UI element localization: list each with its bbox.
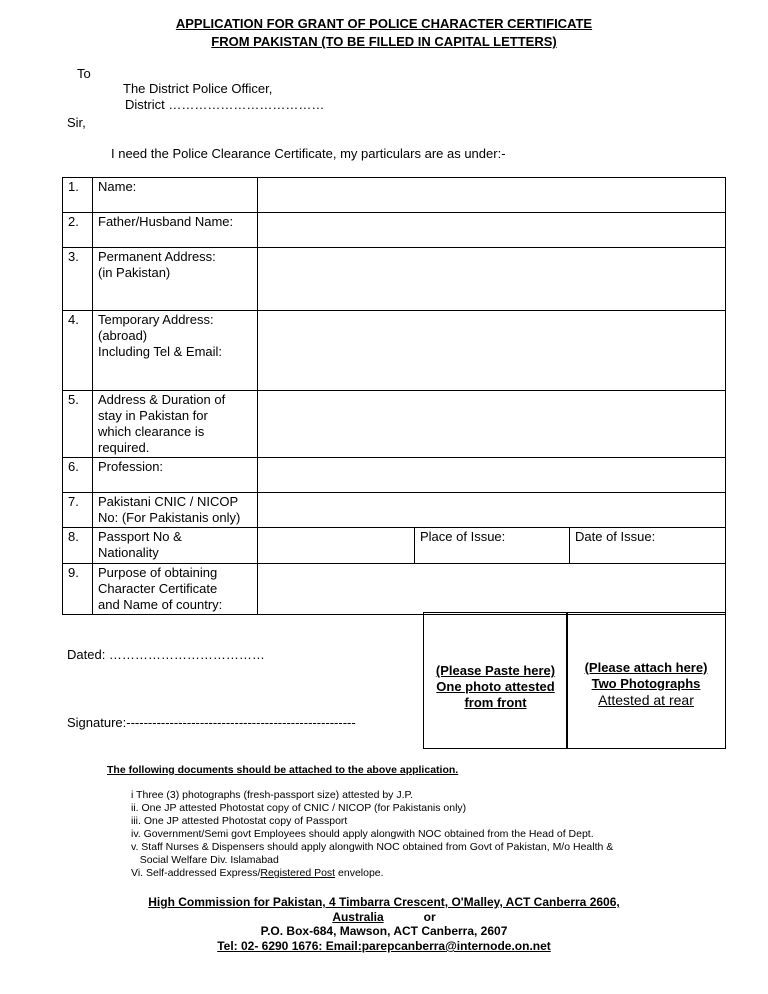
profession-field[interactable] — [258, 458, 726, 493]
photo-box-front-line1: (Please Paste here) — [435, 663, 556, 678]
row-number: 6. — [63, 458, 93, 493]
photo-box-front[interactable] — [423, 612, 568, 749]
officer-line: The District Police Officer, — [123, 81, 273, 96]
father-name-field[interactable] — [258, 213, 726, 248]
to-label: To — [77, 66, 91, 81]
temporary-address-field[interactable] — [258, 311, 726, 391]
date-of-issue-field[interactable]: Date of Issue: — [570, 528, 726, 564]
particulars-table — [62, 177, 726, 615]
row-label-purpose: Purpose of obtaining Character Certificate and Name of country: — [93, 564, 258, 615]
table-row — [63, 493, 726, 528]
form-title-line2: FROM PAKISTAN (TO BE FILLED IN CAPITAL LETTERS) — [211, 34, 557, 49]
photo-box-rear-line1: (Please attach here) — [584, 660, 708, 675]
form-title-line1: APPLICATION FOR GRANT OF POLICE CHARACTER CERTIFICATE — [175, 16, 593, 31]
stay-duration-field[interactable] — [258, 391, 726, 458]
intro-text: I need the Police Clearance Certificate, my particulars are as under:- — [111, 146, 506, 161]
row-label-passport: Passport No & Nationality — [93, 528, 258, 564]
footer-or: or — [423, 910, 436, 924]
table-row — [63, 311, 726, 391]
document-item-last-suffix: envelope. — [335, 867, 384, 879]
table-row — [63, 528, 726, 564]
document-item: ii. One JP attested Photostat copy of CNIC / NICOP (for Pakistanis only) — [131, 802, 467, 814]
footer-address-line2 — [0, 910, 768, 925]
row-number: 4. — [63, 311, 93, 391]
row-label-temporary-address: Temporary Address: (abroad) Including Tel & Email: — [93, 311, 258, 391]
registered-post-text: Registered Post — [260, 867, 336, 879]
document-item: iii. One JP attested Photostat copy of Passport — [131, 815, 348, 827]
table-row — [63, 458, 726, 493]
row-number: 7. — [63, 493, 93, 528]
photo-box-rear-line2: Two Photographs — [591, 676, 701, 691]
row-label-profession: Profession: — [93, 458, 258, 493]
document-item: Social Welfare Div. Islamabad — [131, 854, 279, 866]
footer-address-line1: High Commission for Pakistan, 4 Timbarra Crescent, O'Malley, ACT Canberra 2606, — [148, 895, 620, 909]
table-row — [63, 178, 726, 213]
district-line: District ……………………………… — [125, 97, 325, 112]
salutation: Sir, — [67, 115, 86, 130]
row-label-stay-duration: Address & Duration of stay in Pakistan for which clearance is required. — [93, 391, 258, 458]
document-item: i Three (3) photographs (fresh-passport size) attested by J.P. — [131, 789, 414, 801]
cnic-field[interactable] — [258, 493, 726, 528]
photo-box-rear-line3: Attested at rear — [598, 692, 694, 708]
footer-po-box: P.O. Box-684, Mawson, ACT Canberra, 2607 — [260, 924, 508, 938]
row-label-name: Name: — [93, 178, 258, 213]
photo-box-front-line3: from front — [464, 695, 527, 710]
document-item: v. Staff Nurses & Dispensers should apply alongwith NOC obtained from Govt of Pakistan, M/o Health & — [131, 841, 614, 853]
document-item: iv. Government/Semi govt Employees should apply alongwith NOC obtained from the Head of Dept. — [131, 828, 594, 840]
table-row — [63, 213, 726, 248]
photo-box-rear[interactable] — [566, 612, 726, 749]
row-number: 9. — [63, 564, 93, 615]
row-label-permanent-address: Permanent Address: (in Pakistan) — [93, 248, 258, 311]
signature-line: Signature:----------------------------------------------------- — [67, 715, 356, 730]
permanent-address-field[interactable] — [258, 248, 726, 311]
row-number: 1. — [63, 178, 93, 213]
document-item-last — [131, 867, 384, 879]
document-item-last-prefix: Vi. Self-addressed Express/ — [131, 867, 261, 879]
table-row — [63, 391, 726, 458]
documents-heading: The following documents should be attached to the above application. — [107, 764, 459, 776]
footer-country: Australia — [332, 910, 384, 924]
row-number: 2. — [63, 213, 93, 248]
row-number: 8. — [63, 528, 93, 564]
photo-box-front-line2: One photo attested — [436, 679, 555, 694]
table-row — [63, 248, 726, 311]
table-row — [63, 564, 726, 615]
passport-field[interactable] — [258, 528, 415, 564]
dated-line: Dated: ……………………………… — [67, 647, 265, 662]
purpose-field[interactable] — [258, 564, 726, 615]
place-of-issue-field[interactable]: Place of Issue: — [415, 528, 570, 564]
footer-contact: Tel: 02- 6290 1676: Email:parepcanberra@internode.on.net — [217, 939, 551, 953]
row-number: 5. — [63, 391, 93, 458]
row-label-father-name: Father/Husband Name: — [93, 213, 258, 248]
row-label-cnic: Pakistani CNIC / NICOP No: (For Pakistanis only) — [93, 493, 258, 528]
row-number: 3. — [63, 248, 93, 311]
name-field[interactable] — [258, 178, 726, 213]
